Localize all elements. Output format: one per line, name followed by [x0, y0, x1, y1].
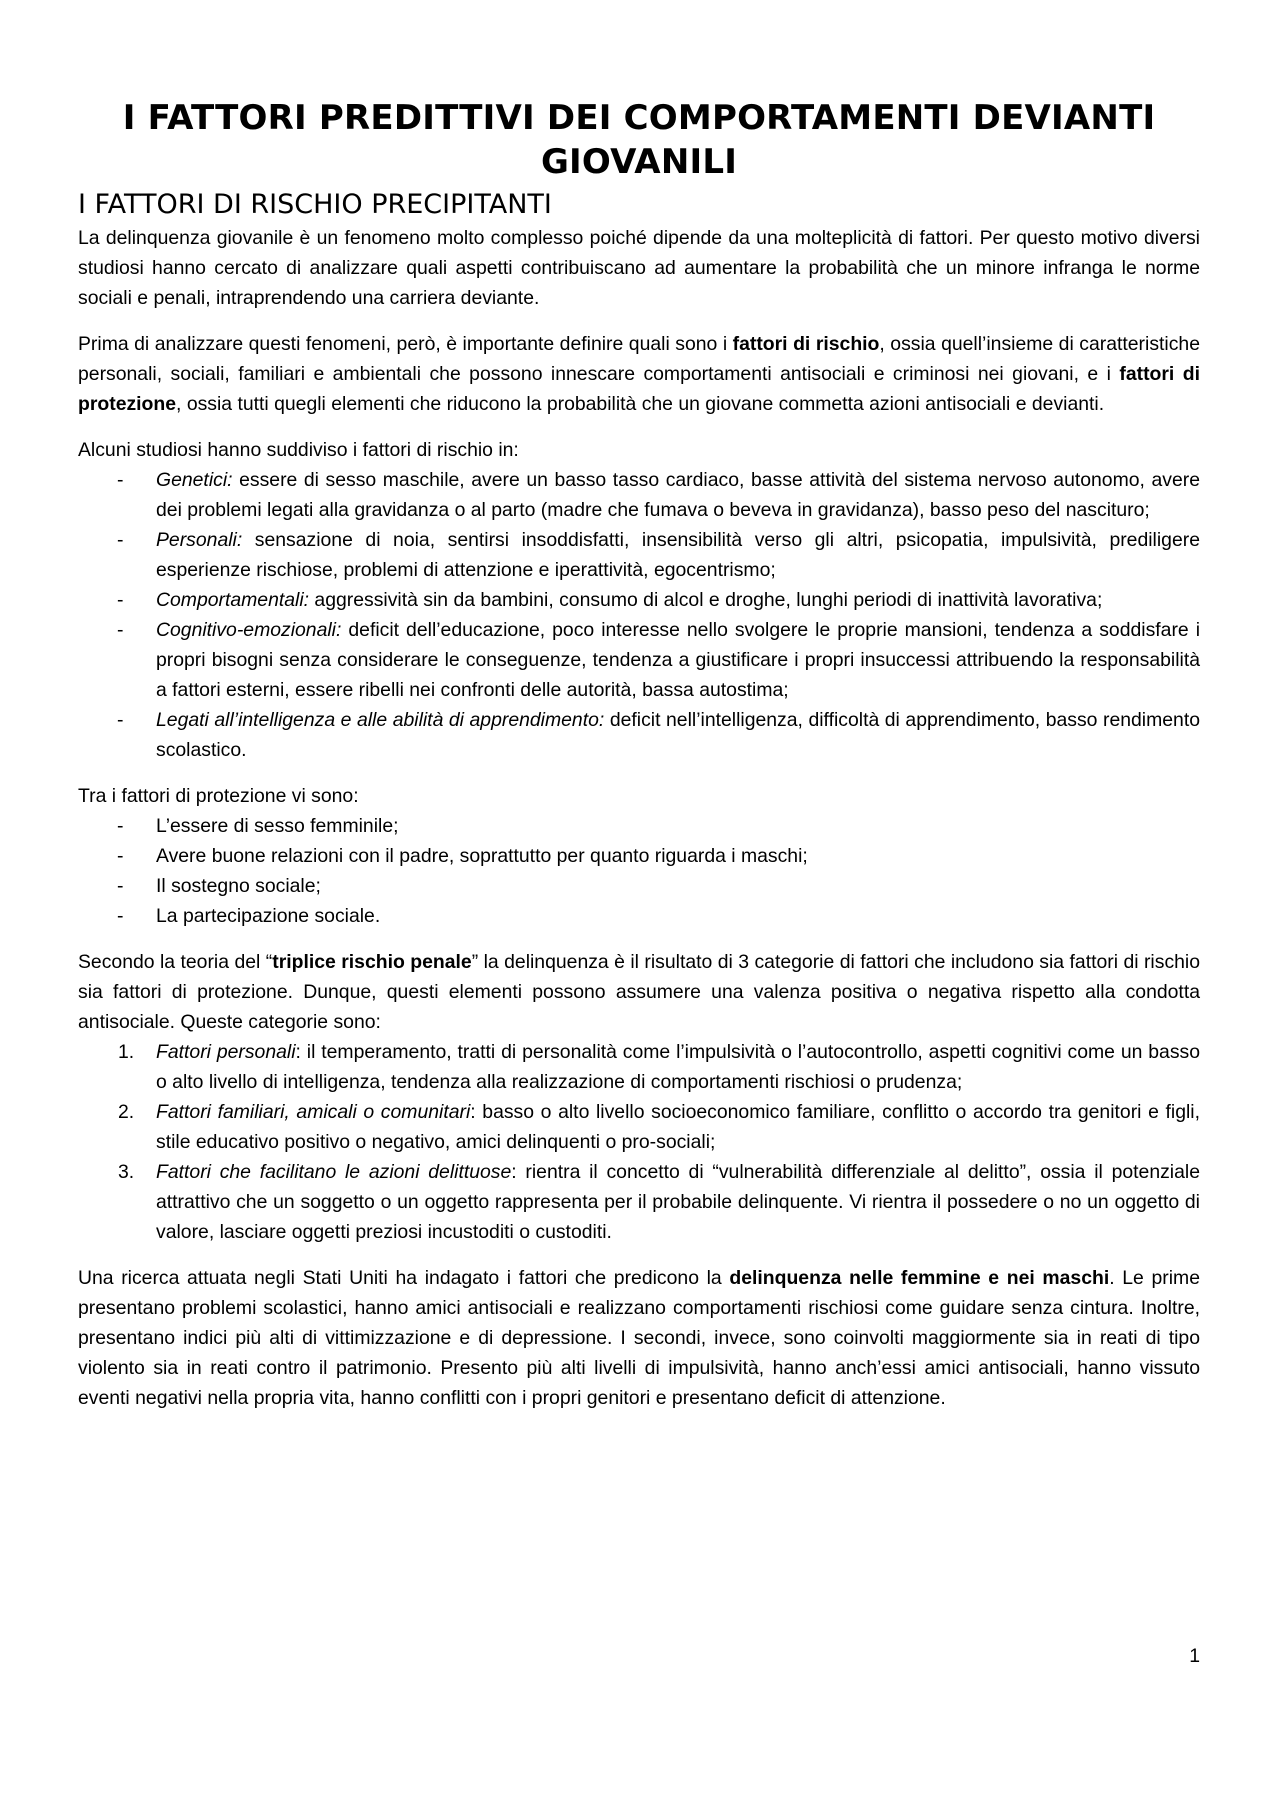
list-item-text: L’essere di sesso femminile; — [156, 815, 399, 837]
list-item-term: Comportamentali: — [156, 589, 310, 611]
list-item — [78, 525, 1200, 585]
list-item — [78, 1037, 1200, 1097]
list-item-text: Il sostegno sociale; — [156, 875, 321, 897]
list-item-term: Fattori personali — [156, 1041, 296, 1063]
list-item — [78, 841, 1200, 871]
list-item — [78, 705, 1200, 765]
list-item — [78, 615, 1200, 705]
protection-factors-intro: Tra i fattori di protezione vi sono: — [78, 785, 359, 807]
text-run: Prima di analizzare questi fenomeni, però, è importante definire quali sono i — [78, 333, 733, 355]
text-run: ” la delinquenza è il risultato di 3 categorie di fattori che includono sia fattori di rischio sia fattori di protezione. Dunque, questi elementi possono assumere una valenza positiva o negativa rispetto alla condotta antisociale. Queste categorie sono: — [78, 951, 1201, 1033]
list-dash: - — [117, 529, 124, 551]
list-dash: - — [117, 845, 124, 867]
list-item-text: : il temperamento, tratti di personalità come l’impulsività o l’autocontrollo, aspetti cognitivi come un basso o alto livello di intelligenza, tendenza alla realizzazione di comportamenti rischiosi o prudenza; — [156, 1041, 1200, 1093]
list-item-text: essere di sesso maschile, avere un basso tasso cardiaco, basse attività del sistema nervoso autonomo, avere dei problemi legati alla gravidanza o al parto (madre che fumava o beveva in gravidanza), basso peso del nascituro; — [156, 469, 1200, 521]
text-run: Secondo la teoria del “ — [78, 951, 273, 973]
text-run: . Le prime presentano problemi scolastici, hanno amici antisociali e realizzano comportamenti rischiosi come guidare senza cintura. Inoltre, presentano indici più alti di vittimizzazione e di depressione. I secondi, invece, sono coinvolti maggiormente sia in reati di tipo violento sia in reati contro il patrimonio. Presento più alti livelli di impulsività, hanno anch’essi amici antisociali, hanno vissuto eventi negativi nella propria vita, hanno conflitti con i propri genitori e presentano deficit di attenzione. — [78, 1267, 1200, 1409]
bold-term-gender-delinquency: delinquenza nelle femmine e nei maschi — [729, 1267, 1110, 1289]
list-dash: - — [117, 875, 124, 897]
intro-paragraph: La delinquenza giovanile è un fenomeno molto complesso poiché dipende da una molteplicità di fattori. Per questo motivo diversi studiosi hanno cercato di analizzare quali aspetti contribuiscano ad aumentare la probabilità che un minore infranga le norme sociali e penali, intraprendendo una carriera deviante. — [78, 227, 1200, 309]
list-item-term: Personali: — [156, 529, 243, 551]
list-item-term: Genetici: — [156, 469, 233, 491]
list-item-text: deficit nell’intelligenza, difficoltà di apprendimento, basso rendimento scolastico. — [156, 709, 1200, 761]
text-run: Una ricerca attuata negli Stati Uniti ha indagato i fattori che predicono la — [78, 1267, 730, 1289]
list-item — [78, 901, 1200, 931]
list-number: 2. — [118, 1101, 135, 1123]
list-item — [78, 871, 1200, 901]
text-run: , ossia tutti quegli elementi che riducono la probabilità che un giovane commetta azioni antisociali e devianti. — [176, 393, 1105, 415]
list-item-term: Cognitivo-emozionali: — [156, 619, 342, 641]
list-item-term: Fattori che facilitano le azioni delittuose — [156, 1161, 512, 1183]
list-number: 1. — [118, 1041, 135, 1063]
list-dash: - — [117, 589, 124, 611]
list-item-text: aggressività sin da bambini, consumo di alcol e droghe, lunghi periodi di inattività lavorativa; — [309, 589, 1103, 611]
list-item-term: Fattori familiari, amicali o comunitari — [156, 1101, 471, 1123]
list-item-text: : rientra il concetto di “vulnerabilità differenziale al delitto”, ossia il potenziale attrattivo che un soggetto o un oggetto rappresenta per il probabile delinquente. Vi rientra il possedere o no un oggetto di valore, lasciare oggetti preziosi incustoditi o custoditi. — [156, 1161, 1200, 1243]
list-item-text: deficit dell’educazione, poco interesse nello svolgere le proprie mansioni, tendenza a soddisfare i propri bisogni senza considerare le conseguenze, tendenza a giustificare i propri insuccessi attribuendo la responsabilità a fattori esterni, essere ribelli nei confronti delle autorità, bassa autostima; — [156, 619, 1200, 701]
list-item-text: : basso o alto livello socioeconomico familiare, conflitto o accordo tra genitori e figli, stile educativo positivo o negativo, amici delinquenti o pro-sociali; — [156, 1101, 1200, 1153]
categories-list — [78, 1037, 1200, 1247]
list-item-term: Legati all’intelligenza e alle abilità di apprendimento: — [156, 709, 605, 731]
document-title: I FATTORI PREDITTIVI DEI COMPORTAMENTI DEVIANTI GIOVANILI — [122, 98, 1156, 182]
bold-term-risk-factors: fattori di rischio — [732, 333, 880, 355]
risk-factors-intro: Alcuni studiosi hanno suddiviso i fattori di rischio in: — [78, 439, 519, 461]
list-item-text: La partecipazione sociale. — [156, 905, 381, 927]
list-number: 3. — [118, 1161, 135, 1183]
list-item — [78, 1097, 1200, 1157]
list-item — [78, 811, 1200, 841]
bold-term-triple-risk: triplice rischio penale — [272, 951, 472, 973]
list-item — [78, 585, 1200, 615]
section-heading: I FATTORI DI RISCHIO PRECIPITANTI — [78, 189, 552, 220]
list-dash: - — [117, 469, 124, 491]
risk-factors-list — [78, 465, 1200, 765]
protection-factors-list — [78, 811, 1200, 931]
triple-risk-paragraph — [78, 947, 1200, 1037]
bold-term-protection-factors: fattori di protezione — [78, 363, 1200, 415]
text-run: , ossia quell’insieme di caratteristiche personali, sociali, familiari e ambientali che possono innescare comportamenti antisociali e criminosi nei giovani, e i — [78, 333, 1200, 385]
list-item — [78, 465, 1200, 525]
list-item — [78, 1157, 1200, 1247]
list-item-text: sensazione di noia, sentirsi insoddisfatti, insensibilità verso gli altri, psicopatia, impulsività, prediligere esperienze rischiose, problemi di attenzione e iperattività, egocentrismo; — [156, 529, 1200, 581]
definitions-paragraph — [78, 329, 1200, 419]
list-dash: - — [117, 619, 124, 641]
list-dash: - — [117, 905, 124, 927]
page-number: 1 — [1189, 1645, 1200, 1667]
page-content — [78, 96, 1200, 1429]
list-dash: - — [117, 815, 124, 837]
list-item-text: Avere buone relazioni con il padre, soprattutto per quanto riguarda i maschi; — [156, 845, 808, 867]
research-paragraph — [78, 1263, 1200, 1413]
list-dash: - — [117, 709, 124, 731]
